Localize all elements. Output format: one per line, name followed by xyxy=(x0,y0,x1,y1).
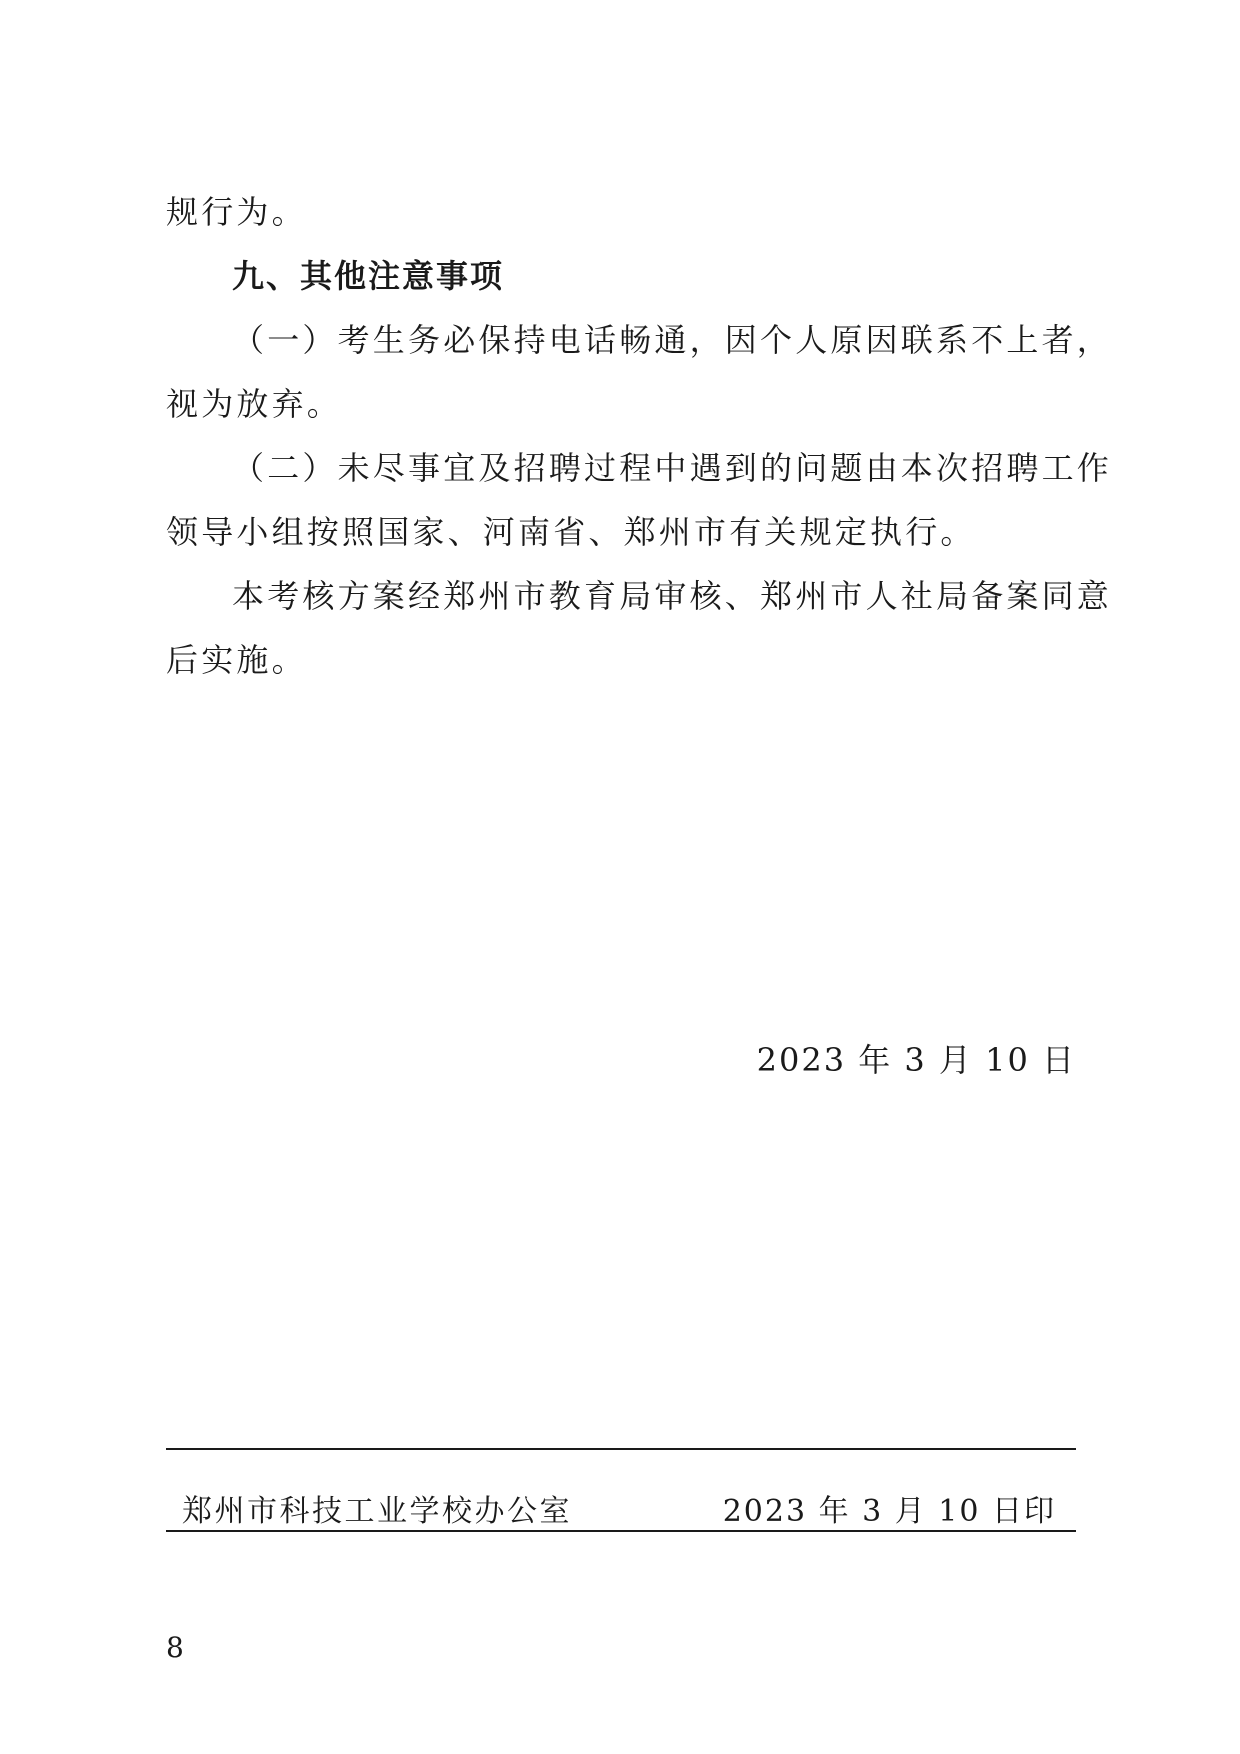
item-1-line-1: （一）考生务必保持电话畅通，因个人原因联系不上者， xyxy=(232,321,1113,359)
document-date: 2023 年 3 月 10 日 xyxy=(756,1041,1076,1079)
page-number: 8 xyxy=(166,1631,184,1664)
section-heading: 九、其他注意事项 xyxy=(232,257,505,295)
closing-line-2: 后实施。 xyxy=(166,641,307,679)
item-2-line-1: （二）未尽事宜及招聘过程中遇到的问题由本次招聘工作 xyxy=(232,449,1113,487)
closing-line-1: 本考核方案经郑州市教育局审核、郑州市人社局备案同意 xyxy=(232,577,1113,615)
footer-bottom-rule xyxy=(166,1530,1076,1532)
footer-top-rule xyxy=(166,1448,1076,1450)
item-2-line-2: 领导小组按照国家、河南省、郑州市有关规定执行。 xyxy=(166,513,976,551)
footer-issuer: 郑州市科技工业学校办公室 xyxy=(182,1494,572,1529)
item-1-line-2: 视为放弃。 xyxy=(166,385,343,423)
footer-print-date: 2023 年 3 月 10 日印 xyxy=(722,1494,1056,1529)
paragraph-continuation: 规行为。 xyxy=(166,193,307,231)
